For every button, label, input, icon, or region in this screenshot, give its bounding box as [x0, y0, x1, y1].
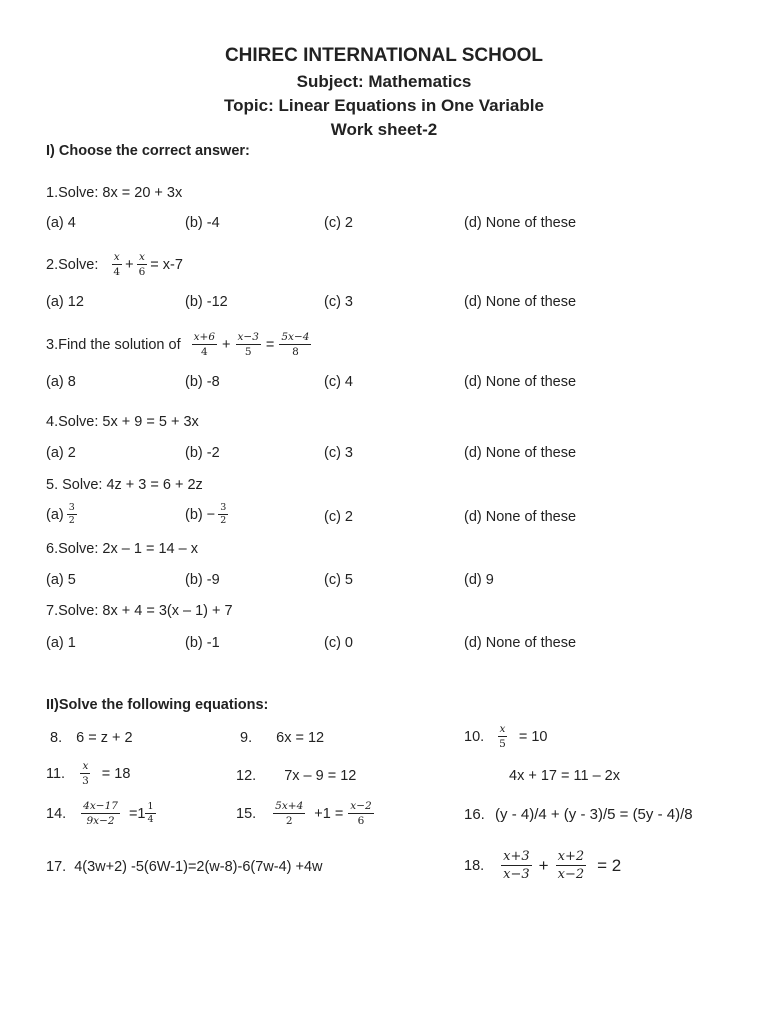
q2-option-c: (c) 3: [324, 294, 353, 310]
q6-option-c: (c) 5: [324, 572, 353, 588]
q3-equals: =: [265, 336, 275, 353]
p14-den: 9x−2: [86, 815, 115, 827]
q2-f1-den: 4: [113, 266, 121, 278]
question-4: 4.Solve: 5x + 9 = 5 + 3x: [46, 414, 199, 430]
problem-15: [236, 800, 377, 827]
q5-option-d: (d) None of these: [464, 509, 577, 525]
p15-fraction-2: [348, 800, 373, 827]
q1-option-b: (b) -4: [185, 215, 220, 231]
q3-option-c: (c) 4: [324, 374, 353, 390]
q2-option-d: (d) None of these: [464, 294, 577, 310]
q4-option-b: (b) -2: [185, 445, 220, 461]
p18-rest: = 2: [597, 855, 622, 875]
q5-a-prefix: (a): [46, 506, 64, 523]
question-1: 1.Solve: 8x = 20 + 3x: [46, 185, 183, 201]
q5-option-a: [46, 503, 80, 526]
q7-option-a: (a) 1: [46, 635, 76, 651]
p14-fraction: [81, 800, 120, 827]
p18-f2-den: x−2: [557, 867, 585, 882]
q1-option-d: (d) None of these: [464, 215, 577, 231]
p18-f1-den: x−3: [503, 867, 530, 882]
p9-equation: 6x = 12: [276, 730, 325, 746]
p18-fraction-1: [501, 849, 532, 882]
q6-option-a: (a) 5: [46, 572, 76, 588]
p12-equation: 7x – 9 = 12: [284, 768, 357, 784]
topic-line: Topic: Linear Equations in One Variable: [224, 96, 544, 115]
q2-fraction-2: [137, 251, 148, 278]
p14-mixed-den: 4: [147, 814, 154, 825]
problem-13: 4x + 17 = 11 – 2x: [509, 768, 620, 784]
p11-fraction: [80, 760, 91, 787]
q4-option-d: (d) None of these: [464, 445, 577, 461]
q3-fraction-3: [279, 331, 311, 358]
q3-f1-num: x+6: [193, 331, 216, 343]
q2-prefix: 2.Solve:: [46, 256, 99, 273]
q2-f1-num: x: [113, 251, 120, 263]
question-2: [46, 251, 183, 278]
p16-number: 16.: [464, 806, 485, 823]
p11-den: 3: [82, 775, 89, 787]
q5-option-b: [185, 503, 231, 526]
q7-option-b: (b) -1: [185, 635, 220, 651]
p10-fraction: [497, 723, 508, 750]
p12-number: 12.: [236, 768, 257, 784]
p15-f2-den: 6: [357, 815, 365, 827]
q5-a-den: 2: [68, 515, 75, 526]
p15-f1-num: 5x+4: [275, 800, 304, 812]
q2-f2-den: 6: [138, 266, 146, 278]
q4-option-c: (c) 3: [324, 445, 353, 461]
q5-a-num: 3: [68, 502, 75, 513]
p16-equation: (y - 4)/4 + (y - 3)/5 = (5y - 4)/8: [495, 806, 693, 823]
q3-fraction-2: [236, 331, 261, 358]
p11-number: 11.: [46, 765, 66, 782]
problem-17: [46, 859, 323, 875]
p14-equals: =1: [128, 805, 146, 822]
p18-plus: +: [538, 855, 549, 875]
q2-fraction-1: [111, 251, 122, 278]
q3-f3-den: 8: [292, 346, 299, 358]
p11-rest: = 18: [101, 765, 131, 782]
p10-rest: = 10: [518, 728, 548, 745]
question-7: 7.Solve: 8x + 4 = 3(x – 1) + 7: [46, 603, 233, 619]
question-5: 5. Solve: 4z + 3 = 6 + 2z: [46, 477, 203, 493]
p17-equation: 4(3w+2) -5(6W-1)=2(w-8)-6(7w-4) +4w: [74, 859, 323, 875]
q2-rest: = x-7: [150, 256, 183, 273]
problem-14: [46, 800, 159, 827]
q5-b-fraction: [218, 503, 228, 526]
question-3: [46, 331, 314, 358]
p8-number: 8.: [50, 730, 63, 746]
q3-option-a: (a) 8: [46, 374, 76, 390]
section1-title: I) Choose the correct answer:: [46, 143, 250, 159]
q1-option-a: (a) 4: [46, 215, 76, 231]
p18-f1-num: x+3: [503, 849, 530, 864]
p18-f2-num: x+2: [557, 849, 585, 864]
q3-prefix: 3.Find the solution of: [46, 336, 181, 353]
q3-f2-den: 5: [244, 346, 252, 358]
q6-option-b: (b) -9: [185, 572, 220, 588]
q3-f1-den: 4: [200, 346, 208, 358]
q5-b-prefix: (b) −: [185, 506, 216, 523]
p10-number: 10.: [464, 728, 485, 745]
p15-f1-den: 2: [285, 815, 293, 827]
p18-number: 18.: [464, 857, 485, 874]
p8-equation: 6 = z + 2: [76, 730, 133, 746]
q3-plus: +: [222, 336, 231, 353]
p15-fraction-1: [273, 800, 305, 827]
p18-fraction-2: [556, 849, 587, 882]
p10-den: 5: [499, 738, 506, 750]
q7-option-d: (d) None of these: [464, 635, 577, 651]
q5-a-fraction: [67, 503, 77, 526]
q2-plus: +: [125, 256, 134, 273]
problem-11: [46, 760, 130, 787]
q5-b-den: 2: [220, 515, 227, 526]
problem-16: [464, 806, 693, 823]
q2-option-a: (a) 12: [46, 294, 84, 310]
p10-num: x: [499, 723, 506, 735]
q1-option-c: (c) 2: [324, 215, 353, 231]
q5-b-num: 3: [220, 502, 227, 513]
q2-f2-num: x: [138, 251, 145, 263]
section2-title: II)Solve the following equations:: [46, 697, 269, 713]
problem-12: [236, 768, 356, 784]
subject-line: Subject: Mathematics: [296, 72, 472, 91]
q3-option-d: (d) None of these: [464, 374, 577, 390]
q3-fraction-1: [192, 331, 217, 358]
problem-9: [240, 730, 324, 746]
p14-number: 14.: [46, 805, 67, 822]
p15-f2-num: x−2: [350, 800, 372, 812]
q7-option-c: (c) 0: [324, 635, 353, 651]
problem-8: [50, 730, 133, 746]
q3-f2-num: x−3: [237, 331, 259, 343]
q4-option-a: (a) 2: [46, 445, 76, 461]
q3-option-b: (b) -8: [185, 374, 220, 390]
p14-mixed-fraction: [145, 802, 155, 825]
q3-f3-num: 5x−4: [281, 331, 310, 343]
p17-number: 17.: [46, 859, 67, 875]
question-6: 6.Solve: 2x – 1 = 14 – x: [46, 541, 198, 557]
worksheet-title: Work sheet-2: [330, 120, 438, 139]
p9-number: 9.: [240, 730, 253, 746]
q5-option-c: (c) 2: [324, 509, 353, 525]
p14-num: 4x−17: [83, 800, 118, 812]
p14-mixed-num: 1: [147, 801, 154, 812]
q2-option-b: (b) -12: [185, 294, 228, 310]
problem-10: [464, 723, 547, 750]
p15-number: 15.: [236, 805, 257, 822]
p11-num: x: [82, 760, 89, 772]
problem-18: [464, 849, 621, 882]
q6-option-d: (d) 9: [464, 572, 494, 588]
p15-mid: +1 =: [314, 805, 344, 822]
school-name: CHIREC INTERNATIONAL SCHOOL: [224, 45, 544, 66]
